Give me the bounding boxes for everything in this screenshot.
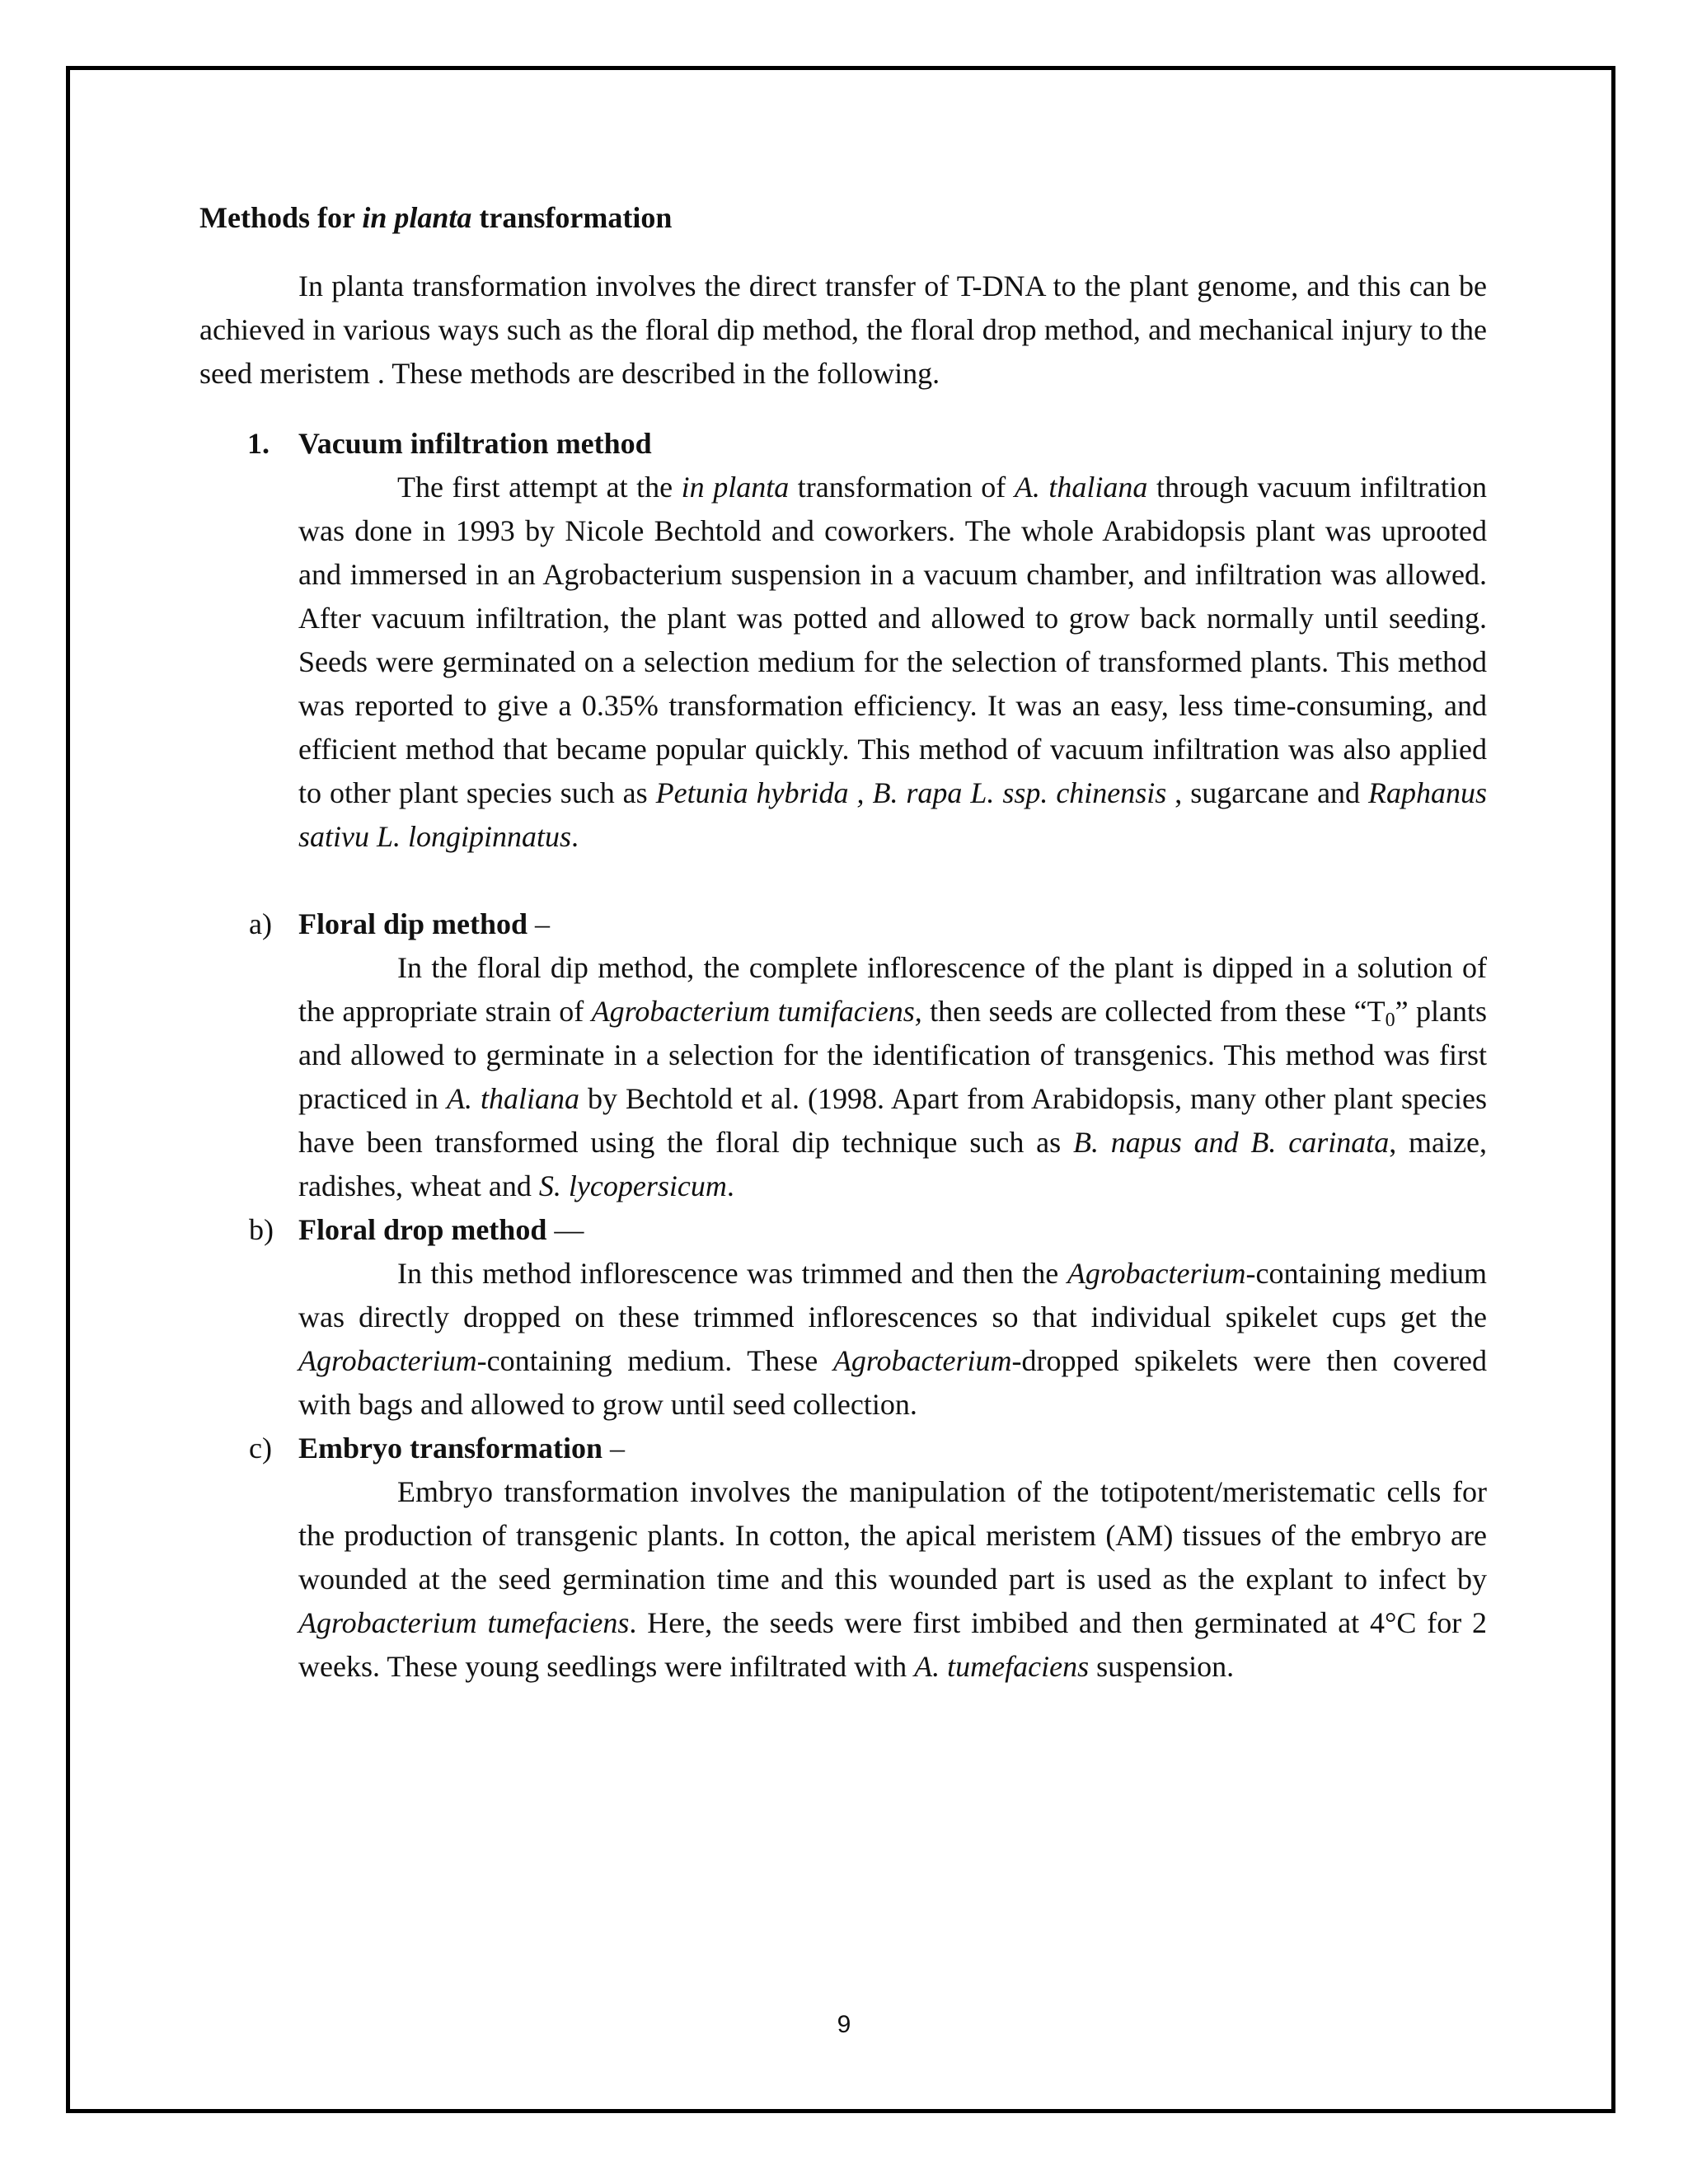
item-paragraph: Embryo transformation involves the manipulation of the totipotent/meristematic cells for the production of transgenic plants. In cotton, the apical meristem (AM) tissues of the embryo are wounded at the seed germination time and this wounded part is used as the explant to infect by Agrobacterium tumefaciens. Here, the seeds were first imbibed and then germinated at 4°C for 2 weeks. These young seedlings were infiltrated with A. tumefaciens suspension. — [298, 1475, 1487, 1683]
item-title: Floral drop method — — [298, 1213, 584, 1246]
list-marker: 1. — [247, 427, 270, 460]
document-body — [199, 196, 1487, 1689]
list-marker: a) — [249, 907, 272, 940]
list-marker: b) — [249, 1213, 274, 1246]
page-number: 9 — [837, 2011, 851, 2038]
item-title: Floral dip method – — [298, 907, 551, 940]
list-item-vacuum-infiltration — [199, 422, 1487, 859]
item-paragraph: In this method inflorescence was trimmed and then the Agrobacterium-containing medium was directly dropped on these trimmed inflorescences so that individual spikelet cups get the Agrobacterium-containing medium. These Agrobacterium-dropped spikelets were then covered with bags and allowed to grow until seed collection. — [298, 1257, 1487, 1421]
item-paragraph: The first attempt at the in planta transformation of A. thaliana through vacuum infiltration was done in 1993 by Nicole Bechtold and coworkers. The whole Arabidopsis plant was uprooted and immersed in an Agrobacterium suspension in a vacuum chamber, and infiltration was allowed. After vacuum infiltration, the plant was potted and allowed to grow back normally until seeding. Seeds were germinated on a selection medium for the selection of transformed plants. This method was reported to give a 0.35% transformation efficiency. It was an easy, less time-consuming, and efficient method that became popular quickly. This method of vacuum infiltration was also applied to other plant species such as Petunia hybrida , B. rapa L. ssp. chinensis , sugarcane and Raphanus sativu L. longipinnatus. — [298, 471, 1488, 853]
item-title: Vacuum infiltration method — [298, 427, 652, 460]
list-item-floral-dip — [199, 902, 1487, 1208]
list-item-floral-drop — [199, 1208, 1487, 1427]
list-marker: c) — [249, 1432, 272, 1465]
list-item-embryo-transformation — [199, 1427, 1487, 1689]
section-heading: Methods for in planta transformation — [199, 201, 673, 234]
item-title: Embryo transformation – — [298, 1432, 625, 1465]
intro-paragraph: In planta transformation involves the direct transfer of T-DNA to the plant genome, and this can be achieved in various ways such as the floral dip method, the floral drop method, and mechanical injury to the seed meristem . These methods are described in the following. — [199, 269, 1487, 390]
item-paragraph: In the floral dip method, the complete inflorescence of the plant is dipped in a solution of the appropriate strain of Agrobacterium tumifaciens, then seeds are collected from these “$T_0$” plants and allowed to germinate in a selection for the identification of transgenics. This method was first practiced in A. thaliana by Bechtold et al. (1998. Apart from Arabidopsis, many other plant species have been transformed using the floral dip technique such as B. napus and B. carinata, maize, radishes, wheat and S. lycopersicum. — [298, 951, 1487, 1202]
